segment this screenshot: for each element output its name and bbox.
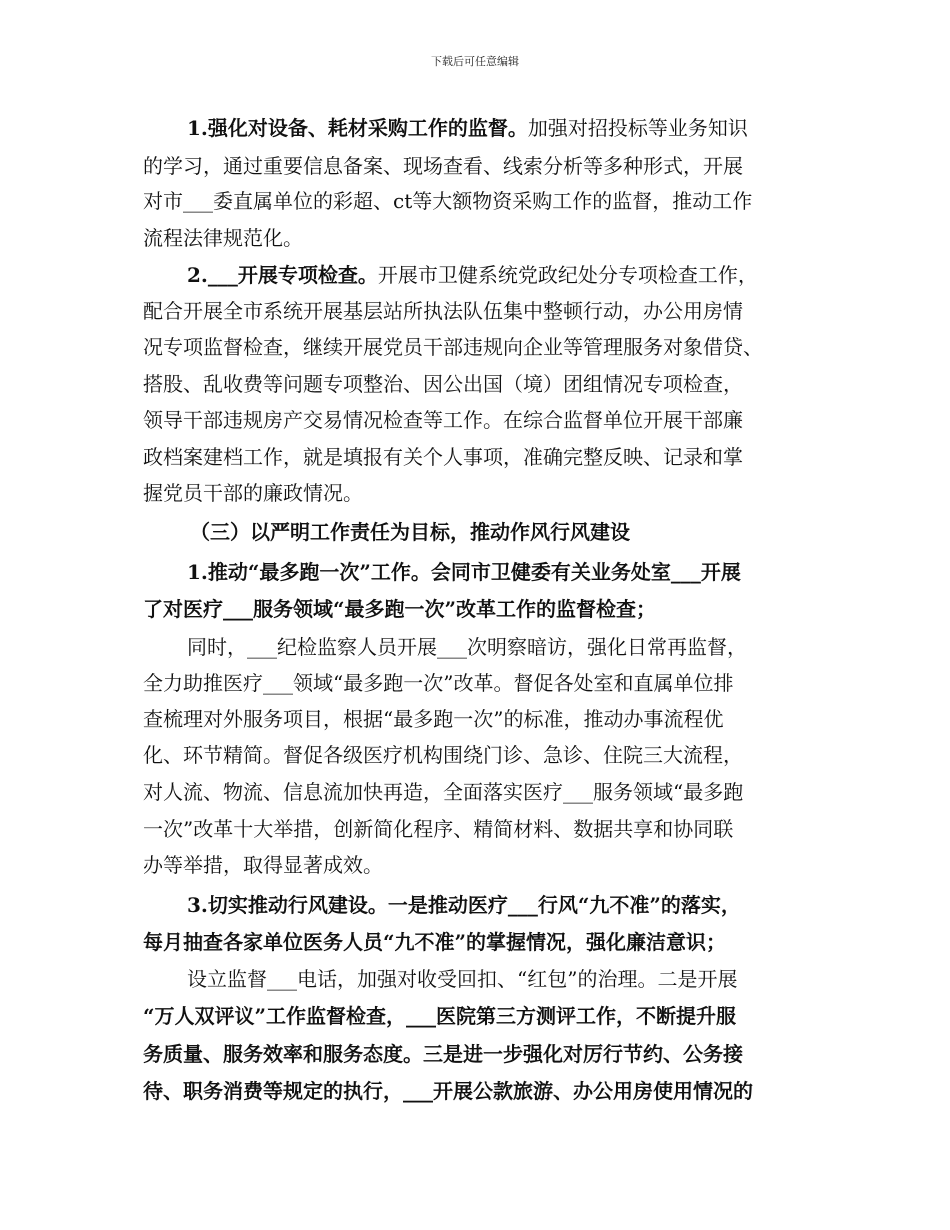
- page-header: 下载后可任意编辑: [431, 55, 519, 68]
- paragraph-line: 1.推动“最多跑一次”工作。会同市卫健委有关业务处室___开展: [187, 560, 741, 584]
- paragraph-line: 领导干部违规房产交易情况检查等工作。在综合监督单位开展干部廉: [143, 408, 743, 432]
- paragraph-line: 一次”改革十大举措，创新简化程序、精简材料、数据共享和协同联: [143, 817, 734, 841]
- paragraph-line: 1.强化对设备、耗材采购工作的监督。加强对招投标等业务知识: [187, 116, 748, 140]
- paragraph-line: 政档案建档工作，就是填报有关个人事项，准确完整反映、记录和掌: [143, 445, 743, 469]
- paragraph-line: 搭股、乱收费等问题专项整治、因公出国（境）团组情况专项检查，: [143, 372, 743, 396]
- paragraph-line: 2.___开展专项检查。开展市卫健系统党政纪处分专项检查工作，: [187, 263, 758, 287]
- paragraph-line: 的学习，通过重要信息备案、现场查看、线索分析等多种形式，开展: [143, 154, 743, 178]
- paragraph-line: 同时，___纪检监察人员开展___次明察暗访，强化日常再监督，: [187, 635, 747, 659]
- paragraph-line: 待、职务消费等规定的执行，___开展公款旅游、办公用房使用情况的: [143, 1079, 753, 1103]
- paragraph-line: “万人双评议”工作监督检查，___医院第三方测评工作，不断提升服: [143, 1004, 737, 1028]
- paragraph-line: 3.切实推动行风建设。一是推动医疗___行风“九不准”的落实，: [187, 893, 741, 917]
- paragraph-line: 配合开展全市系统开展基层站所执法队伍集中整顿行动，办公用房情: [143, 299, 743, 323]
- paragraph-line: 全力助推医疗___领域“最多跑一次”改革。督促各处室和直属单位排: [143, 671, 734, 695]
- paragraph-line: 对市___委直属单位的彩超、ct等大额物资采购工作的监督，推动工作: [143, 189, 753, 213]
- paragraph-line: 了对医疗___服务领域“最多跑一次”改革工作的监督检查；: [143, 597, 657, 621]
- paragraph-line: 对人流、物流、信息流加快再造，全面落实医疗___服务领域“最多跑: [143, 780, 744, 804]
- paragraph-line: 查梳理对外服务项目，根据“最多跑一次”的标准，推动办事流程优: [143, 707, 724, 731]
- paragraph-line: 设立监督___电话，加强对收受回扣、“红包”的治理。二是开展: [187, 967, 738, 991]
- paragraph-line: 化、环节精简。督促各级医疗机构围绕门诊、急诊、住院三大流程，: [143, 743, 743, 767]
- section-heading: （三）以严明工作责任为目标，推动作风行风建设: [190, 520, 630, 544]
- paragraph-line: 务质量、服务效率和服务态度。三是进一步强化对厉行节约、公务接: [143, 1042, 743, 1066]
- paragraph-line: 握党员干部的廉政情况。: [143, 481, 363, 505]
- paragraph-line: 办等举措，取得显著成效。: [143, 853, 383, 877]
- paragraph-line: 流程法律规范化。: [143, 226, 303, 250]
- paragraph-line: 况专项监督检查，继续开展党员干部违规向企业等管理服务对象借贷、: [143, 335, 763, 359]
- paragraph-line: 每月抽查各家单位医务人员“九不准”的掌握情况，强化廉洁意识；: [143, 930, 727, 954]
